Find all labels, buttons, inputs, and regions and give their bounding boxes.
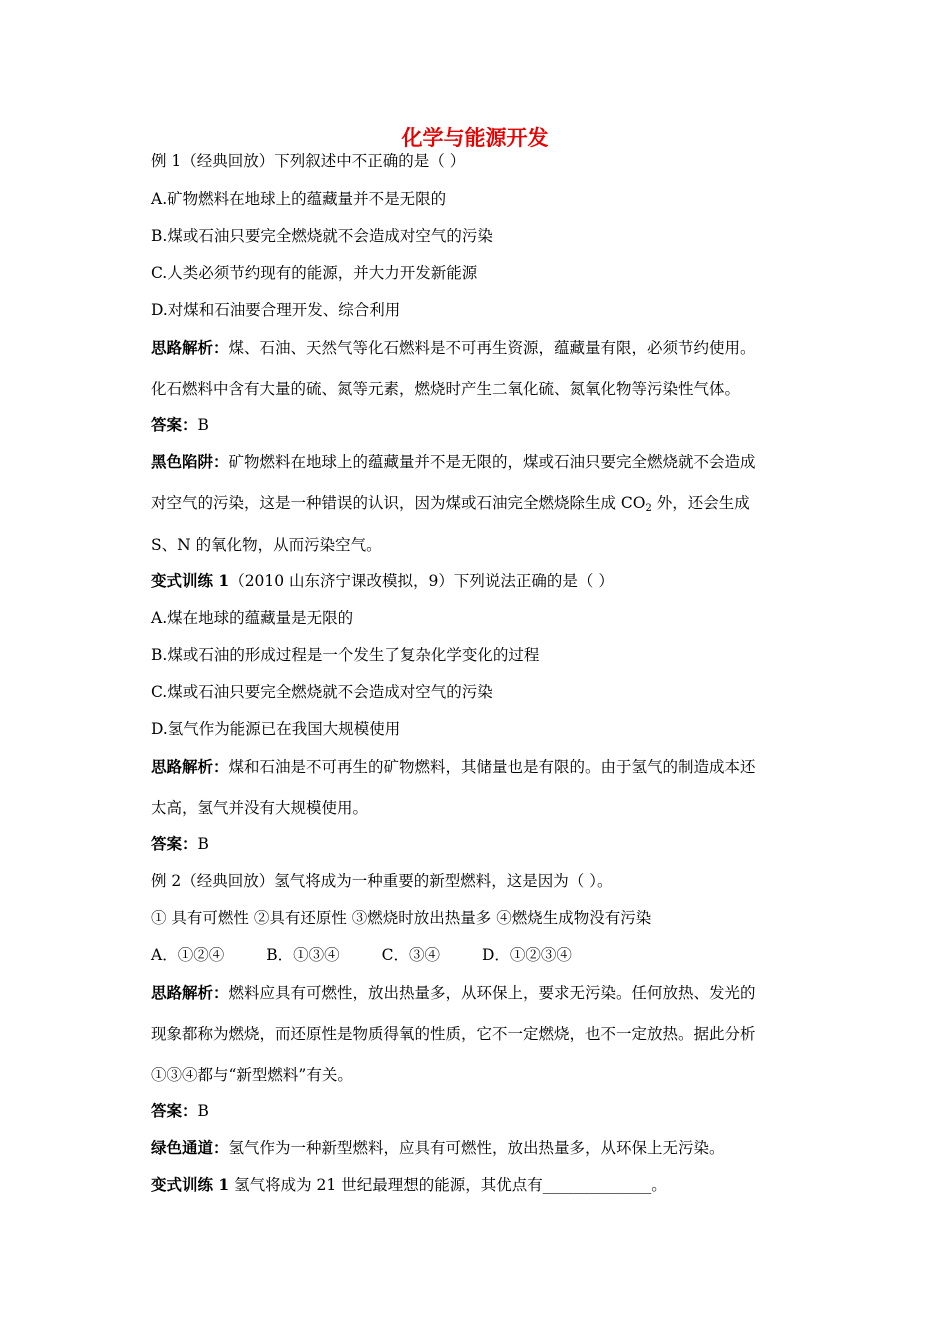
choice-c: C．③④ — [381, 946, 440, 964]
example-1-trap-line-2 — [151, 493, 811, 519]
green-channel-label: 绿色通道： — [151, 1138, 229, 1157]
example-2-analysis-line-1 — [151, 983, 811, 1003]
answer-value: B — [197, 1102, 209, 1120]
choice-b: B．①③④ — [266, 946, 340, 964]
analysis-label: 思路解析： — [151, 757, 229, 776]
variant-question-text: 氢气将成为 21 世纪最理想的能源，其优点有______________。 — [229, 1176, 667, 1194]
example-1-question: 例 1（经典回放）下列叙述中不正确的是（ ） — [151, 152, 466, 170]
variant-2-question — [151, 1175, 811, 1195]
variant-1-analysis-line-2: 太高，氢气并没有大规模使用。 — [151, 799, 369, 817]
choice-a: A．①②④ — [151, 946, 225, 964]
example-1-answer — [151, 415, 811, 435]
example-2-choices — [151, 945, 811, 965]
answer-label: 答案： — [151, 834, 198, 853]
example-1-option-d: D.对煤和石油要合理开发、综合利用 — [151, 301, 401, 319]
example-1-analysis-line-1 — [151, 338, 811, 358]
example-2-analysis-line-2: 现象都称为燃烧，而还原性是物质得氧的性质，它不一定燃烧，也不一定放热。据此分析 — [151, 1025, 756, 1043]
variant-1-option-a: A.煤在地球的蕴藏量是无限的 — [151, 609, 354, 627]
example-2-analysis-line-3: ①③④都与“新型燃料”有关。 — [151, 1066, 353, 1084]
answer-value: B — [197, 416, 209, 434]
analysis-text: 燃料应具有可燃性，放出热量多，从环保上，要求无污染。任何放热、发光的 — [228, 984, 756, 1002]
trap-label: 黑色陷阱： — [151, 452, 229, 471]
co2-subscript: 2 — [645, 503, 652, 514]
variant-1-question — [151, 571, 811, 591]
variant-1-option-d: D.氢气作为能源已在我国大规模使用 — [151, 720, 401, 738]
example-1-trap-line-1 — [151, 452, 811, 472]
variant-1-option-b: B.煤或石油的形成过程是一个发生了复杂化学变化的过程 — [151, 646, 540, 664]
analysis-label: 思路解析： — [151, 983, 229, 1002]
variant-label: 变式训练 1 — [151, 571, 230, 590]
variant-label: 变式训练 1 — [151, 1175, 230, 1194]
variant-1-analysis-line-1 — [151, 757, 811, 777]
variant-1-answer — [151, 834, 811, 854]
answer-label: 答案： — [151, 415, 198, 434]
answer-label: 答案： — [151, 1101, 198, 1120]
trap-text-a: 对空气的污染，这是一种错误的认识，因为煤或石油完全燃烧除生成 CO — [151, 494, 646, 512]
analysis-text: 煤和石油是不可再生的矿物燃料，其储量也是有限的。由于氢气的制造成本还 — [228, 758, 756, 776]
example-1-option-b: B.煤或石油只要完全燃烧就不会造成对空气的污染 — [151, 227, 493, 245]
answer-value: B — [197, 835, 209, 853]
example-2-items: ① 具有可燃性 ②具有还原性 ③燃烧时放出热量多 ④燃烧生成物没有污染 — [151, 909, 652, 927]
page-title: 化学与能源开发 — [401, 126, 549, 150]
example-1-trap-line-3: S、N 的氧化物，从而污染空气。 — [151, 536, 382, 554]
example-1-option-c: C.人类必须节约现有的能源，并大力开发新能源 — [151, 264, 478, 282]
trap-text-b: 外，还会生成 — [651, 494, 750, 512]
variant-question-text: （2010 山东济宁课改模拟，9）下列说法正确的是（ ） — [229, 572, 614, 590]
trap-text: 矿物燃料在地球上的蕴藏量并不是无限的，煤或石油只要完全燃烧就不会造成 — [228, 453, 756, 471]
example-2-question: 例 2（经典回放）氢气将成为一种重要的新型燃料，这是因为（ ）。 — [151, 872, 613, 890]
choice-d: D．①②③④ — [481, 946, 572, 964]
example-1-option-a: A.矿物燃料在地球上的蕴藏量并不是无限的 — [151, 190, 447, 208]
example-2-answer — [151, 1101, 811, 1121]
green-channel-text: 氢气作为一种新型燃料，应具有可燃性，放出热量多，从环保上无污染。 — [228, 1139, 725, 1157]
example-2-green-channel — [151, 1138, 811, 1158]
example-1-analysis-line-2: 化石燃料中含有大量的硫、氮等元素，燃烧时产生二氧化硫、氮氧化物等污染性气体。 — [151, 380, 741, 398]
analysis-label: 思路解析： — [151, 338, 229, 357]
variant-1-option-c: C.煤或石油只要完全燃烧就不会造成对空气的污染 — [151, 683, 493, 701]
analysis-text: 煤、石油、天然气等化石燃料是不可再生资源，蕴藏量有限，必须节约使用。 — [228, 339, 756, 357]
